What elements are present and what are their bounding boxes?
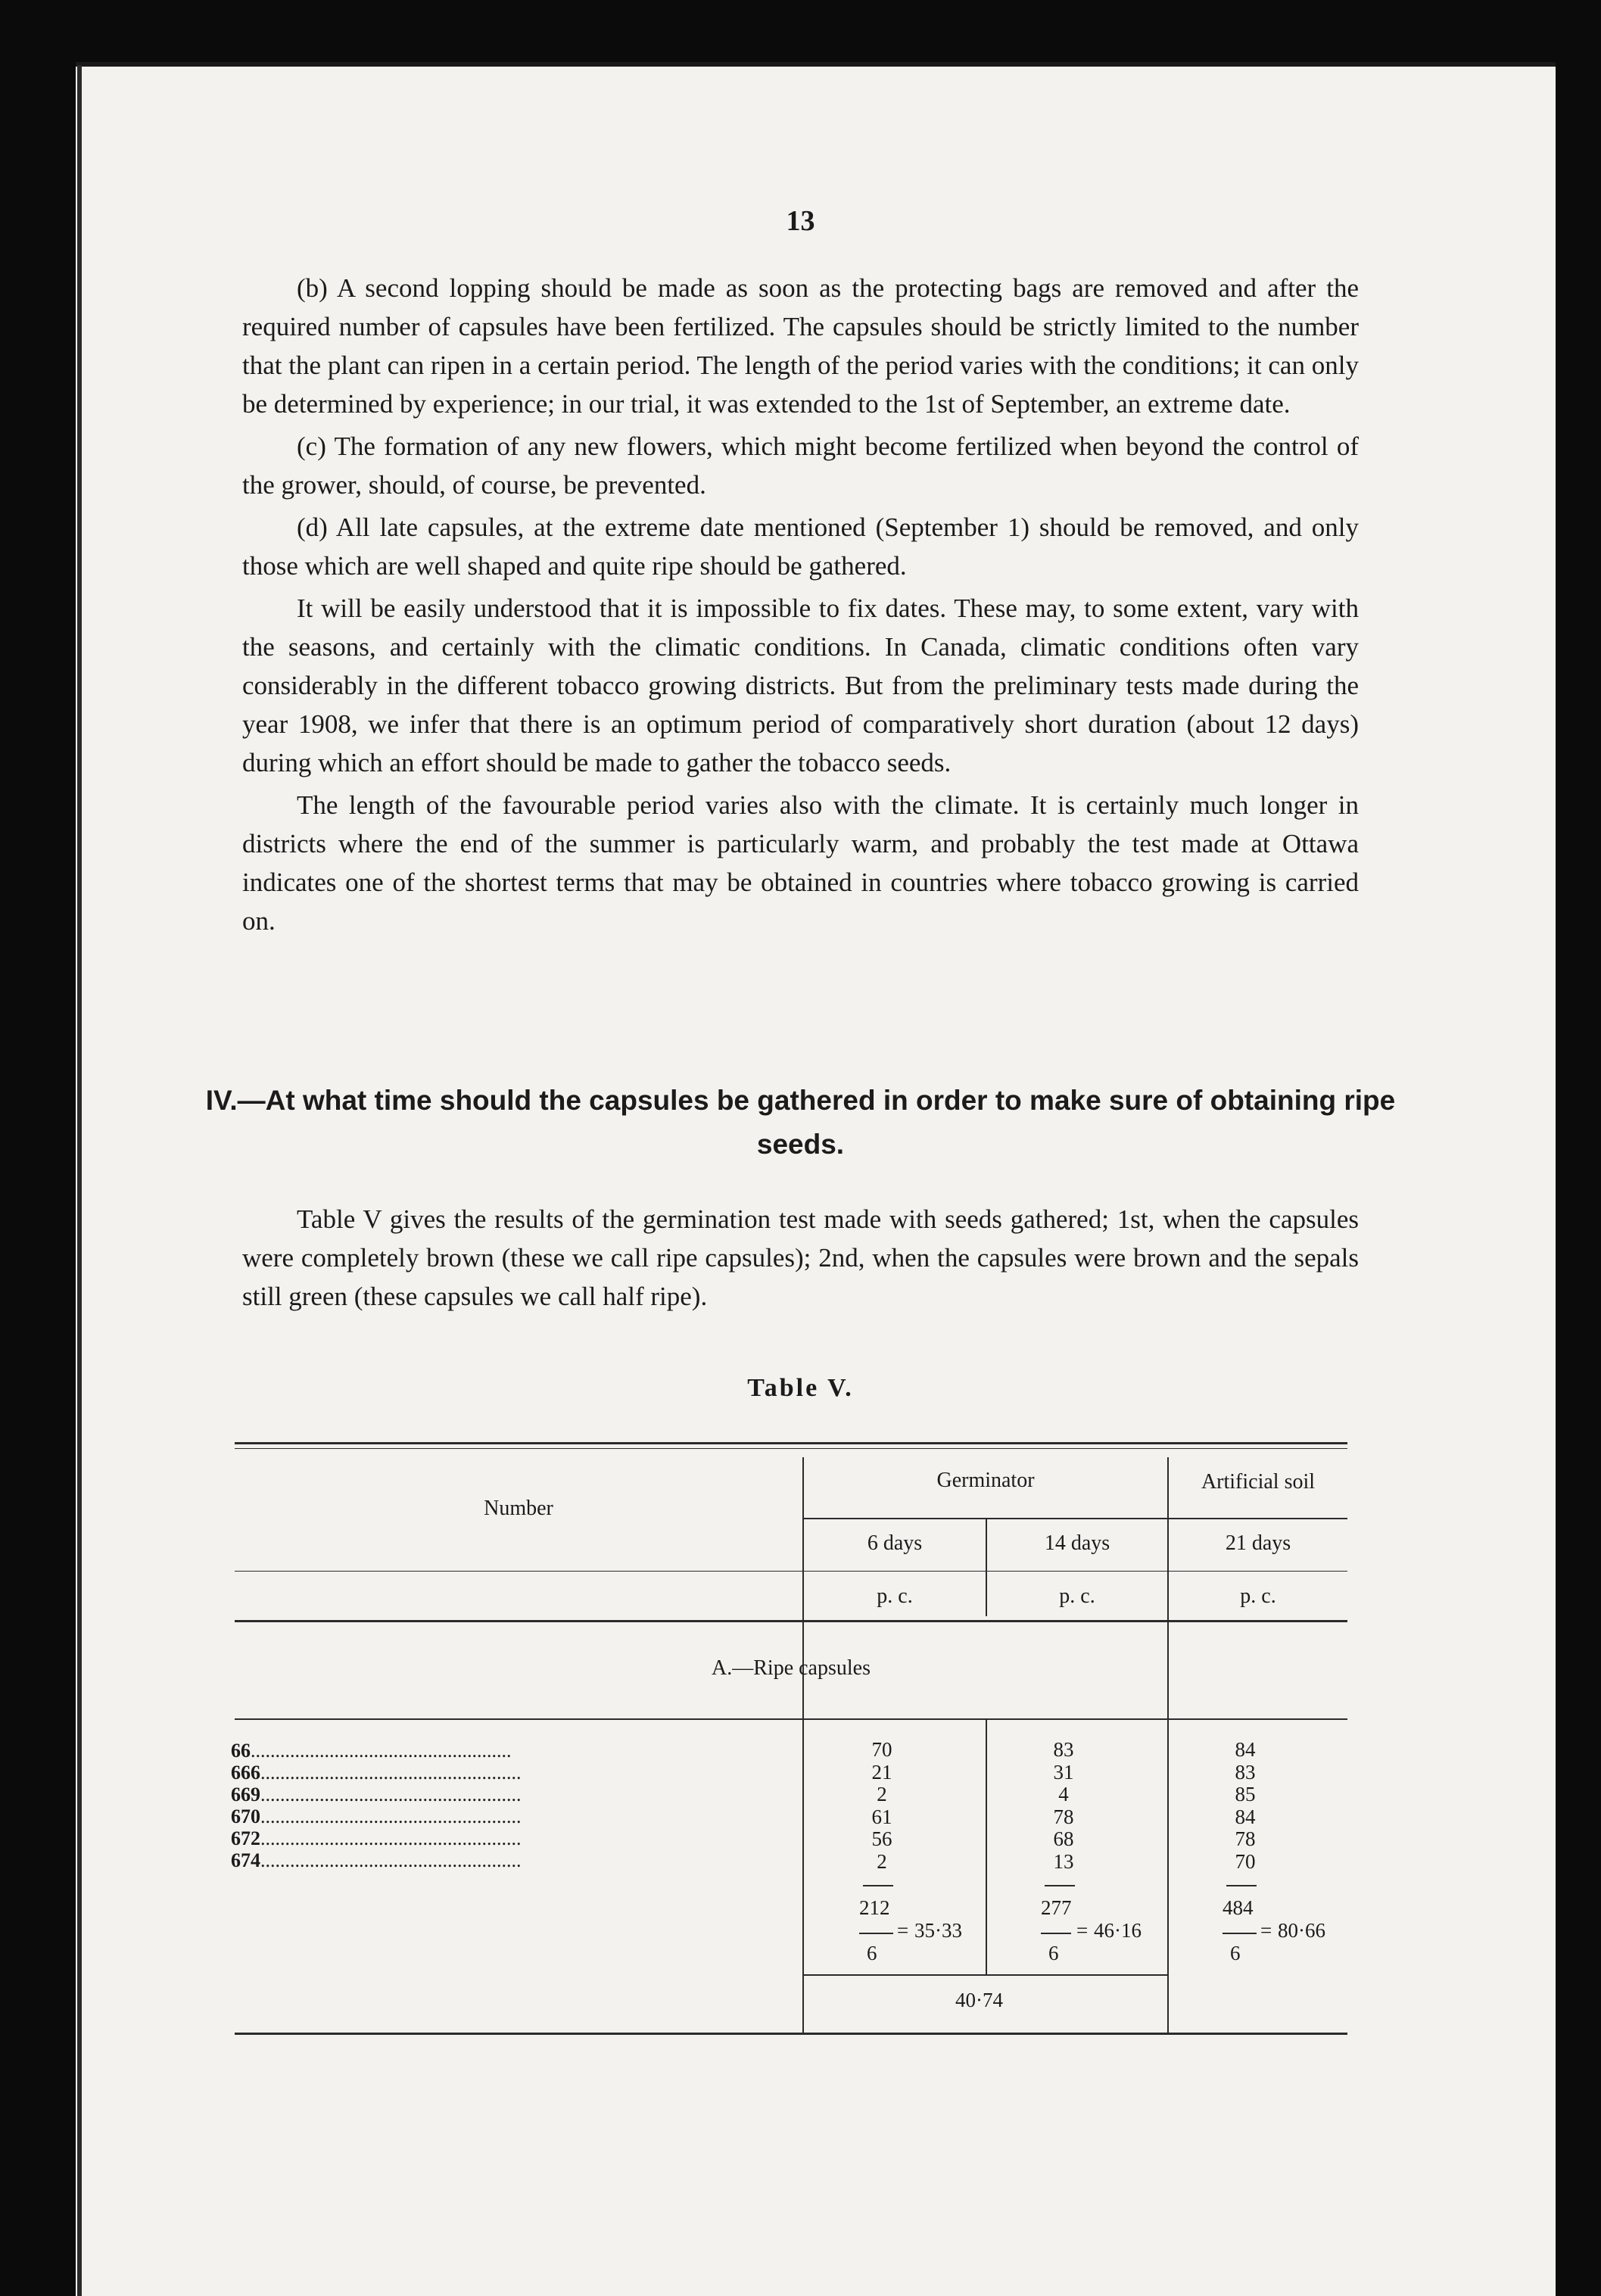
- cell-21-days: 84: [1235, 1738, 1256, 1761]
- sum-dash-21: [1226, 1885, 1257, 1886]
- avg-14-days-equals: =: [1076, 1919, 1089, 1942]
- cell-14-days: 4: [1058, 1783, 1069, 1805]
- paragraph-d: (d) All late capsules, at the extreme date mentioned (September 1) should be removed, and only those which are well shaped and quite ripe should be gathered.: [242, 512, 1359, 581]
- cell-14-days: 83: [1053, 1738, 1074, 1761]
- cell-21-days: 70: [1235, 1849, 1256, 1873]
- sum-14-days: 277: [1041, 1896, 1072, 1919]
- avg-14-days: 46·16: [1094, 1919, 1142, 1942]
- avg-6-days-equals: =: [897, 1919, 909, 1942]
- section-label-ripe: A.—Ripe capsules: [712, 1656, 871, 1680]
- germinator-sum-rule: [804, 1974, 1167, 1976]
- sum-21-days: 484: [1223, 1896, 1254, 1919]
- avg-21-days: 80·66: [1278, 1919, 1325, 1942]
- unit-6-days: p. c.: [877, 1584, 913, 1608]
- table-bottom-rule: [235, 2033, 1347, 2035]
- cell-6-days: 21: [871, 1760, 892, 1784]
- divisor-14-days: 6: [1048, 1942, 1059, 1964]
- fraction-bar-14: [1041, 1933, 1071, 1934]
- intro-paragraph: Table V gives the results of the germination test made with seeds gathered; 1st, when the capsules were completely brown (these we call ripe capsules); 2nd, when the capsules were brown and the sepals still green (these capsules we call half ripe).: [242, 1204, 1359, 1311]
- header-artificial-soil: Artificial soil: [1201, 1470, 1316, 1494]
- header-number: Number: [484, 1497, 553, 1520]
- table-row-label: 672.....................................................: [231, 1827, 522, 1849]
- page-number: 13: [786, 205, 815, 237]
- unit-14-days: p. c.: [1059, 1584, 1095, 1608]
- page-left-edge: [77, 65, 82, 2296]
- cell-21-days: 78: [1235, 1827, 1256, 1850]
- header-germinator: Germinator: [936, 1469, 1035, 1492]
- header-14-days: 14 days: [1044, 1531, 1110, 1555]
- divisor-6-days: 6: [867, 1942, 877, 1964]
- cell-14-days: 31: [1053, 1760, 1074, 1784]
- divisor-21-days: 6: [1230, 1942, 1241, 1964]
- column-6-days: [855, 1739, 908, 1873]
- table-row-label: 669.....................................................: [231, 1784, 522, 1805]
- table-row-label: 670.....................................................: [231, 1805, 522, 1827]
- cell-6-days: 70: [871, 1738, 892, 1761]
- cell-6-days: 56: [871, 1827, 892, 1850]
- sum-6-days: 212: [859, 1896, 890, 1919]
- unit-21-days: p. c.: [1240, 1584, 1276, 1608]
- cell-21-days: 84: [1235, 1805, 1256, 1828]
- header-6-days: 6 days: [867, 1531, 923, 1555]
- cell-21-days: 83: [1235, 1760, 1256, 1784]
- header-21-days: 21 days: [1225, 1531, 1291, 1555]
- table-row-label: 674.....................................................: [231, 1849, 522, 1871]
- col-divider-2b: [986, 1718, 987, 1976]
- cell-14-days: 78: [1053, 1805, 1074, 1828]
- paragraph-dates: It will be easily understood that it is impossible to fix dates. These may, to some extent, vary with the seasons, and certainly with the climatic conditions. In Canada, climatic conditions often vary considerably in the different tobacco growing districts. But from the preliminary tests made during the year 1908, we infer that there is an optimum period of comparatively short duration (about 12 days) during which an effort should be made to gather the tobacco seeds.: [242, 593, 1359, 777]
- cell-14-days: 13: [1053, 1849, 1074, 1873]
- cell-6-days: 2: [877, 1849, 887, 1873]
- table-top-rule-thin: [235, 1448, 1347, 1449]
- table-row-label: 666.....................................................: [231, 1762, 522, 1784]
- paragraph-favourable-period: The length of the favourable period varies also with the climate. It is certainly much longer in districts where the end of the summer is particularly warm, and probably the test made at Ottawa indicates one of the shortest terms that may be obtained in countries where tobacco growing is carried on.: [242, 790, 1359, 936]
- section-rule: [235, 1718, 1347, 1720]
- subheader-rule: [804, 1518, 1347, 1519]
- table-top-rule: [235, 1442, 1347, 1444]
- cell-6-days: 2: [877, 1783, 887, 1805]
- avg-21-days-equals: =: [1260, 1919, 1272, 1942]
- table-title: Table V.: [747, 1374, 854, 1402]
- column-21-days: [1219, 1739, 1272, 1873]
- column-14-days: [1037, 1739, 1090, 1873]
- cell-6-days: 61: [871, 1805, 892, 1828]
- sum-dash-14: [1045, 1885, 1075, 1886]
- sum-dash-6: [863, 1885, 893, 1886]
- cell-14-days: 68: [1053, 1827, 1074, 1850]
- unit-row-rule: [235, 1571, 1347, 1572]
- paragraph-b: (b) A second lopping should be made as soon as the protecting bags are removed and after the required number of capsules have been fertilized. The capsules should be strictly limited to the number that the plant can ripen in a certain period. The length of the period varies with the conditions; it can only be determined by experience; in our trial, it was extended to the 1st of September, an extreme date.: [242, 273, 1359, 419]
- fraction-bar-21: [1223, 1933, 1257, 1934]
- germinator-average: 40·74: [955, 1989, 1003, 2011]
- cell-21-days: 85: [1235, 1783, 1256, 1805]
- paragraph-c: (c) The formation of any new flowers, which might become fertilized when beyond the control of the grower, should, of course, be prevented.: [242, 431, 1359, 500]
- avg-6-days: 35·33: [914, 1919, 962, 1942]
- fraction-bar-6: [859, 1933, 893, 1934]
- body-text: [242, 269, 1359, 944]
- page-top-edge: [76, 62, 1556, 67]
- table-row-label: 66.....................................................: [231, 1740, 512, 1762]
- header-bottom-rule: [235, 1620, 1347, 1622]
- intro-text: [242, 1200, 1359, 1319]
- section-heading: IV.—At what time should the capsules be gathered in order to make sure of obtaining ripe seeds.: [205, 1085, 1396, 1160]
